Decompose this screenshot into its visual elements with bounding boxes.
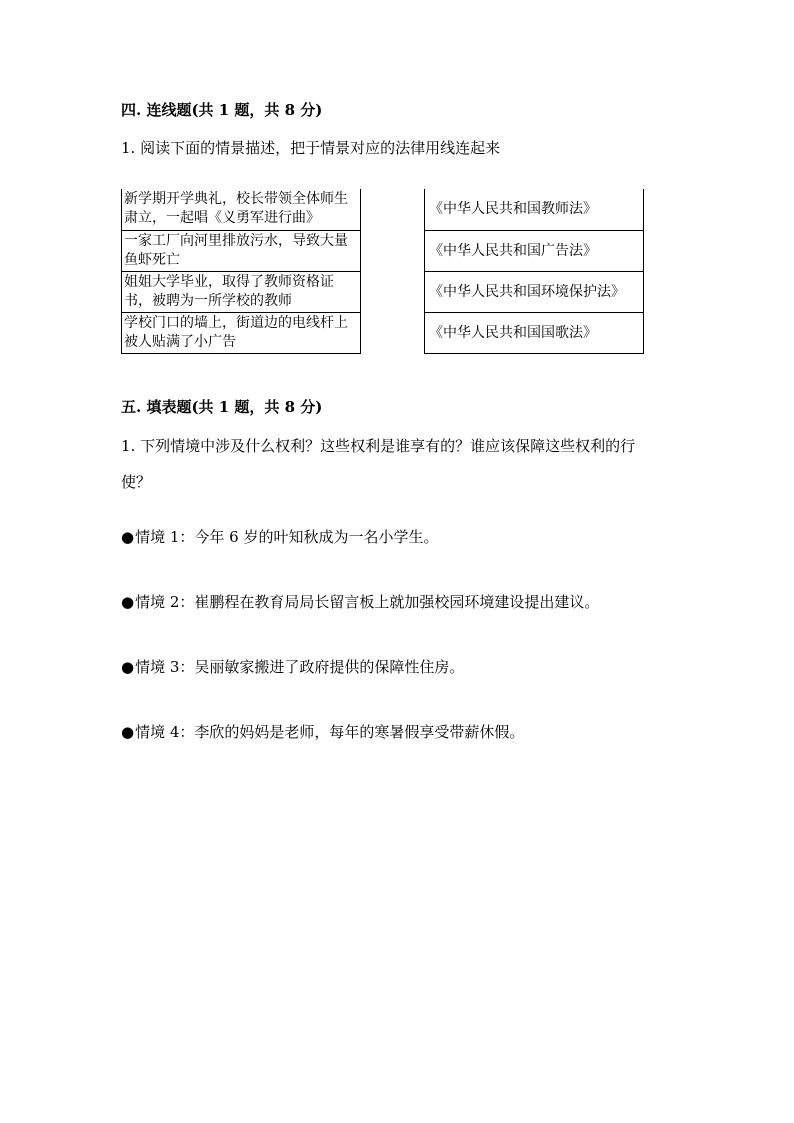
- scenario-3: 姐姐大学毕业，取得了教师资格证书，被聘为一所学校的教师: [124, 274, 334, 309]
- bullet-icon: ●: [121, 658, 135, 676]
- law-1: 《中华人民共和国教师法》: [429, 201, 597, 217]
- bullet-icon: ●: [121, 723, 135, 741]
- law-4: 《中华人民共和国国歌法》: [429, 325, 597, 341]
- scenario-4: 学校门口的墙上，街道边的电线杆上被人贴满了小广告: [124, 315, 348, 350]
- scenario-1: 新学期开学典礼，校长带领全体师生肃立，一起唱《义勇军进行曲》: [124, 191, 348, 226]
- scenario-table: [121, 189, 361, 354]
- section5-heading: 五. 填表题(共 1 题，共 8 分): [121, 398, 323, 416]
- table-row: [122, 271, 360, 311]
- situation-1-text: 情境 1：今年 6 岁的叶知秋成为一名小学生。: [135, 528, 439, 546]
- table-row: [425, 312, 643, 353]
- section4-question: 1. 阅读下面的情景描述，把于情景对应的法律用线连起来: [121, 139, 501, 157]
- situation-4: [121, 721, 524, 742]
- situation-1: [121, 526, 439, 547]
- situation-2-text: 情境 2：崔鹏程在教育局局长留言板上就加强校园环境建设提出建议。: [135, 593, 600, 611]
- situation-2: [121, 591, 599, 612]
- situation-4-text: 情境 4：李欣的妈妈是老师，每年的寒暑假享受带薪休假。: [135, 723, 525, 741]
- law-3: 《中华人民共和国环境保护法》: [429, 284, 625, 300]
- situation-3-text: 情境 3：吴丽敏家搬进了政府提供的保障性住房。: [135, 658, 465, 676]
- section5-question-line1: 1. 下列情境中涉及什么权利？这些权利是谁享有的？谁应该保障这些权利的行: [121, 437, 636, 455]
- section5-question-line2: 使？: [121, 473, 152, 491]
- bullet-icon: ●: [121, 593, 135, 611]
- table-row: [122, 230, 360, 270]
- law-table: [424, 189, 644, 354]
- table-row: [425, 271, 643, 312]
- table-row: [122, 189, 360, 229]
- bullet-icon: ●: [121, 528, 135, 546]
- table-row: [122, 312, 360, 352]
- situation-3: [121, 656, 464, 677]
- table-row: [425, 230, 643, 271]
- scenario-2: 一家工厂向河里排放污水，导致大量鱼虾死亡: [124, 233, 348, 268]
- section4-heading: 四. 连线题(共 1 题，共 8 分): [121, 101, 323, 119]
- law-2: 《中华人民共和国广告法》: [429, 243, 597, 259]
- table-row: [425, 189, 643, 230]
